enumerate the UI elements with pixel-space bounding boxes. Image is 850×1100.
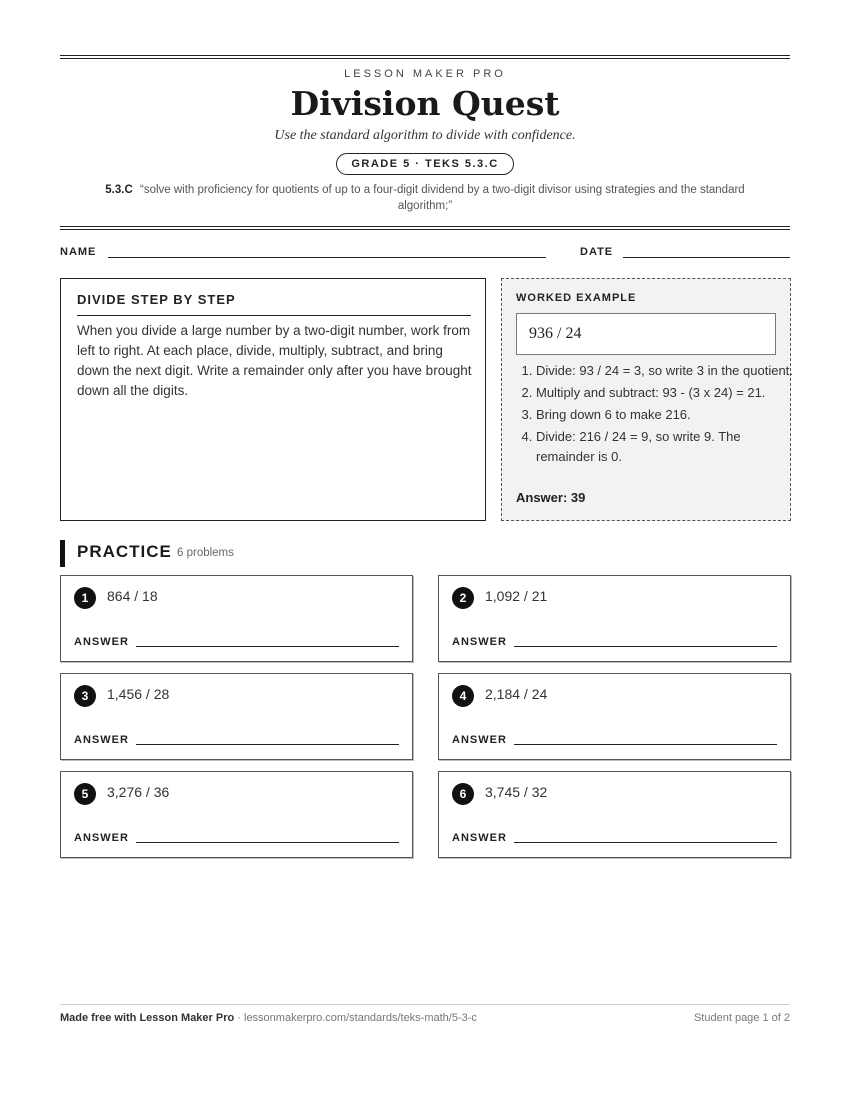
- steps-heading-rule: [77, 315, 471, 316]
- worked-example-step: 1. Divide: 93 / 24 = 3, so write 3 in the quotient.: [536, 361, 800, 381]
- problem-card-3: [60, 673, 413, 760]
- steps-box: [60, 278, 486, 521]
- answer-label: ANSWER: [74, 832, 129, 844]
- practice-title: PRACTICE: [77, 542, 172, 561]
- worked-example-step: 2. Multiply and subtract: 93 - (3 x 24) = 21.: [536, 383, 800, 403]
- practice-accent-bar: [60, 540, 65, 567]
- footer-rule: [60, 1004, 790, 1005]
- standard-description: [80, 182, 770, 214]
- worked-example-answer: Answer: 39: [516, 490, 586, 505]
- name-field[interactable]: [108, 257, 546, 258]
- answer-field[interactable]: [514, 646, 777, 647]
- top-double-rule: [60, 55, 790, 59]
- problem-number: 4: [452, 685, 474, 707]
- answer-label: ANSWER: [452, 636, 507, 648]
- answer-field[interactable]: [514, 744, 777, 745]
- practice-count: 6 problems: [177, 547, 234, 559]
- standard-text: “solve with proficiency for quotients of up to a four-digit dividend by a two-digit divisor using strategies and the standard algorithm;”: [139, 184, 745, 212]
- worked-example-steps: [516, 361, 800, 469]
- answer-field[interactable]: [136, 744, 399, 745]
- problem-card-1: [60, 575, 413, 662]
- answer-label: ANSWER: [452, 734, 507, 746]
- answer-field[interactable]: [514, 842, 777, 843]
- answer-field[interactable]: [136, 646, 399, 647]
- problem-card-6: [438, 771, 791, 858]
- problem-number: 6: [452, 783, 474, 805]
- problem-number: 1: [74, 587, 96, 609]
- worked-example-heading: WORKED EXAMPLE: [516, 292, 637, 304]
- answer-field[interactable]: [136, 842, 399, 843]
- steps-heading: DIVIDE STEP BY STEP: [77, 292, 236, 307]
- problem-card-2: [438, 575, 791, 662]
- footer-credit: [60, 1012, 477, 1024]
- footer-made-with: Made free with Lesson Maker Pro: [60, 1012, 235, 1024]
- grade-badge: GRADE 5 · TEKS 5.3.C: [336, 153, 513, 175]
- date-label: DATE: [580, 246, 614, 258]
- name-label: NAME: [60, 246, 97, 258]
- answer-label: ANSWER: [74, 734, 129, 746]
- problem-expression: 3,745 / 32: [485, 784, 548, 800]
- bottom-double-rule: [60, 226, 790, 230]
- brand-name: LESSON MAKER PRO: [344, 68, 506, 80]
- worked-example-step: 3. Bring down 6 to make 216.: [536, 405, 800, 425]
- worksheet-title: Division Quest: [290, 84, 560, 123]
- problem-number: 2: [452, 587, 474, 609]
- problem-expression: 3,276 / 36: [107, 784, 170, 800]
- answer-label: ANSWER: [74, 636, 129, 648]
- problem-number: 3: [74, 685, 96, 707]
- steps-body: When you divide a large number by a two-digit number, work from left to right. At each place, divide, multiply, subtract, and bring down the next digit. Write a remainder only after you have brought down all the digits.: [77, 323, 472, 398]
- problem-card-4: [438, 673, 791, 760]
- worked-example-problem: 936 / 24: [516, 313, 776, 355]
- footer-url[interactable]: · lessonmakerpro.com/standards/teks-math/5-3-c: [234, 1012, 477, 1024]
- problem-number: 5: [74, 783, 96, 805]
- grade-badge-wrapper: [60, 153, 790, 175]
- answer-label: ANSWER: [452, 832, 507, 844]
- worksheet-subtitle: Use the standard algorithm to divide with confidence.: [274, 128, 576, 143]
- problem-expression: 1,456 / 28: [107, 686, 170, 702]
- date-field[interactable]: [623, 257, 790, 258]
- worked-example-box: [501, 278, 791, 521]
- problem-card-5: [60, 771, 413, 858]
- footer-page-number: Student page 1 of 2: [693, 1012, 790, 1024]
- problem-expression: 864 / 18: [107, 588, 158, 604]
- problem-expression: 1,092 / 21: [485, 588, 548, 604]
- worked-example-step: 4. Divide: 216 / 24 = 9, so write 9. The remainder is 0.: [536, 427, 800, 467]
- standard-code: 5.3.C: [105, 184, 133, 196]
- problem-expression: 2,184 / 24: [485, 686, 548, 702]
